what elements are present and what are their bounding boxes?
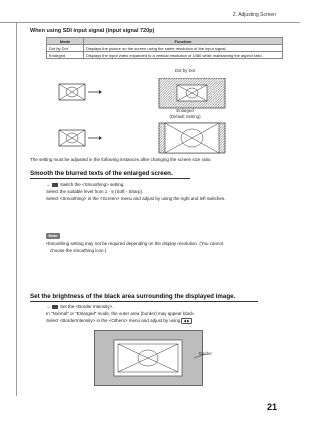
smoothing-heading-underline — [30, 178, 190, 179]
border-line2-text: Select <BorderIntensity> in the <Others> menu and adjust by using — [46, 318, 181, 324]
label-enlarged: Enlarged — [176, 108, 194, 113]
smoothing-icon — [52, 183, 58, 187]
table-cell-mode: Enlarged — [47, 52, 84, 59]
border-step — [46, 304, 286, 310]
arrow-right-icon: → — [46, 304, 51, 309]
border-heading: Set the brightness of the black area surrounding the displayed image. — [30, 293, 236, 300]
table-header-mode: Mode — [47, 38, 84, 45]
note-text-line2: choose the smoothing icon.) — [50, 248, 107, 253]
table-cell-function: Displays the input video expanded to a vertical resolution of 1080 while maintaining the aspect ratio. — [84, 52, 283, 59]
table-cell-function: Displays the picture on the screen using the same resolution of the input signal. — [84, 45, 283, 52]
smoothing-line2: Select <Smoothing> in the <Screen> menu and adjust by using the right and left switches. — [46, 196, 226, 201]
border-diagram — [94, 330, 214, 388]
arrow-right-icon: → — [46, 182, 51, 187]
table-header-function: Function — [84, 38, 283, 45]
source-picture-icon — [59, 130, 85, 146]
margin-rule — [16, 22, 17, 396]
enlarged-screen-icon — [159, 123, 225, 153]
border-step-text: Set the <Border Intensity>. — [60, 304, 114, 309]
border-callout-label: Border — [199, 351, 212, 356]
border-icon — [52, 305, 58, 309]
smoothing-step-text: Switch the <Smoothing> setting. — [60, 182, 125, 187]
label-default-setting: (Default Setting) — [169, 114, 201, 119]
smoothing-line1: Select the suitable level from 1 - 5 (Soft - Sharp). — [46, 189, 144, 194]
mode-table — [46, 37, 283, 59]
border-line1: In "Normal" or "Enlarged" mode, the outer area (border) may appear black. — [46, 311, 195, 316]
smoothing-heading: Smooth the blurred texts of the enlarged screen. — [30, 170, 173, 177]
table-header-row — [47, 38, 283, 45]
page-number: 21 — [266, 402, 277, 412]
dot-by-dot-screen-icon — [159, 78, 225, 108]
label-dot-by-dot: Dot by Dot — [174, 68, 196, 73]
arrow-keys-icon: ◀ ▶ — [183, 319, 190, 323]
table-row — [47, 45, 283, 52]
section-title: When using SDI input signal (input signal 720p) — [30, 28, 155, 34]
header-divider — [0, 22, 300, 23]
border-line2 — [46, 318, 291, 324]
smoothing-step — [46, 182, 286, 188]
intro-paragraph: The setting must be adjusted in the following instances after changing the screen size ratio. — [30, 157, 212, 162]
note-text-line1: •Smoothing setting may not be required depending on the display resolution. (You cannot — [46, 241, 224, 246]
table-row — [47, 52, 283, 59]
source-picture-icon — [59, 84, 85, 100]
chapter-header: 2. Adjusting Screen — [232, 12, 276, 18]
note-badge: Note — [46, 233, 60, 239]
table-cell-mode: Dot by Dot — [47, 45, 84, 52]
border-heading-underline — [30, 301, 258, 302]
